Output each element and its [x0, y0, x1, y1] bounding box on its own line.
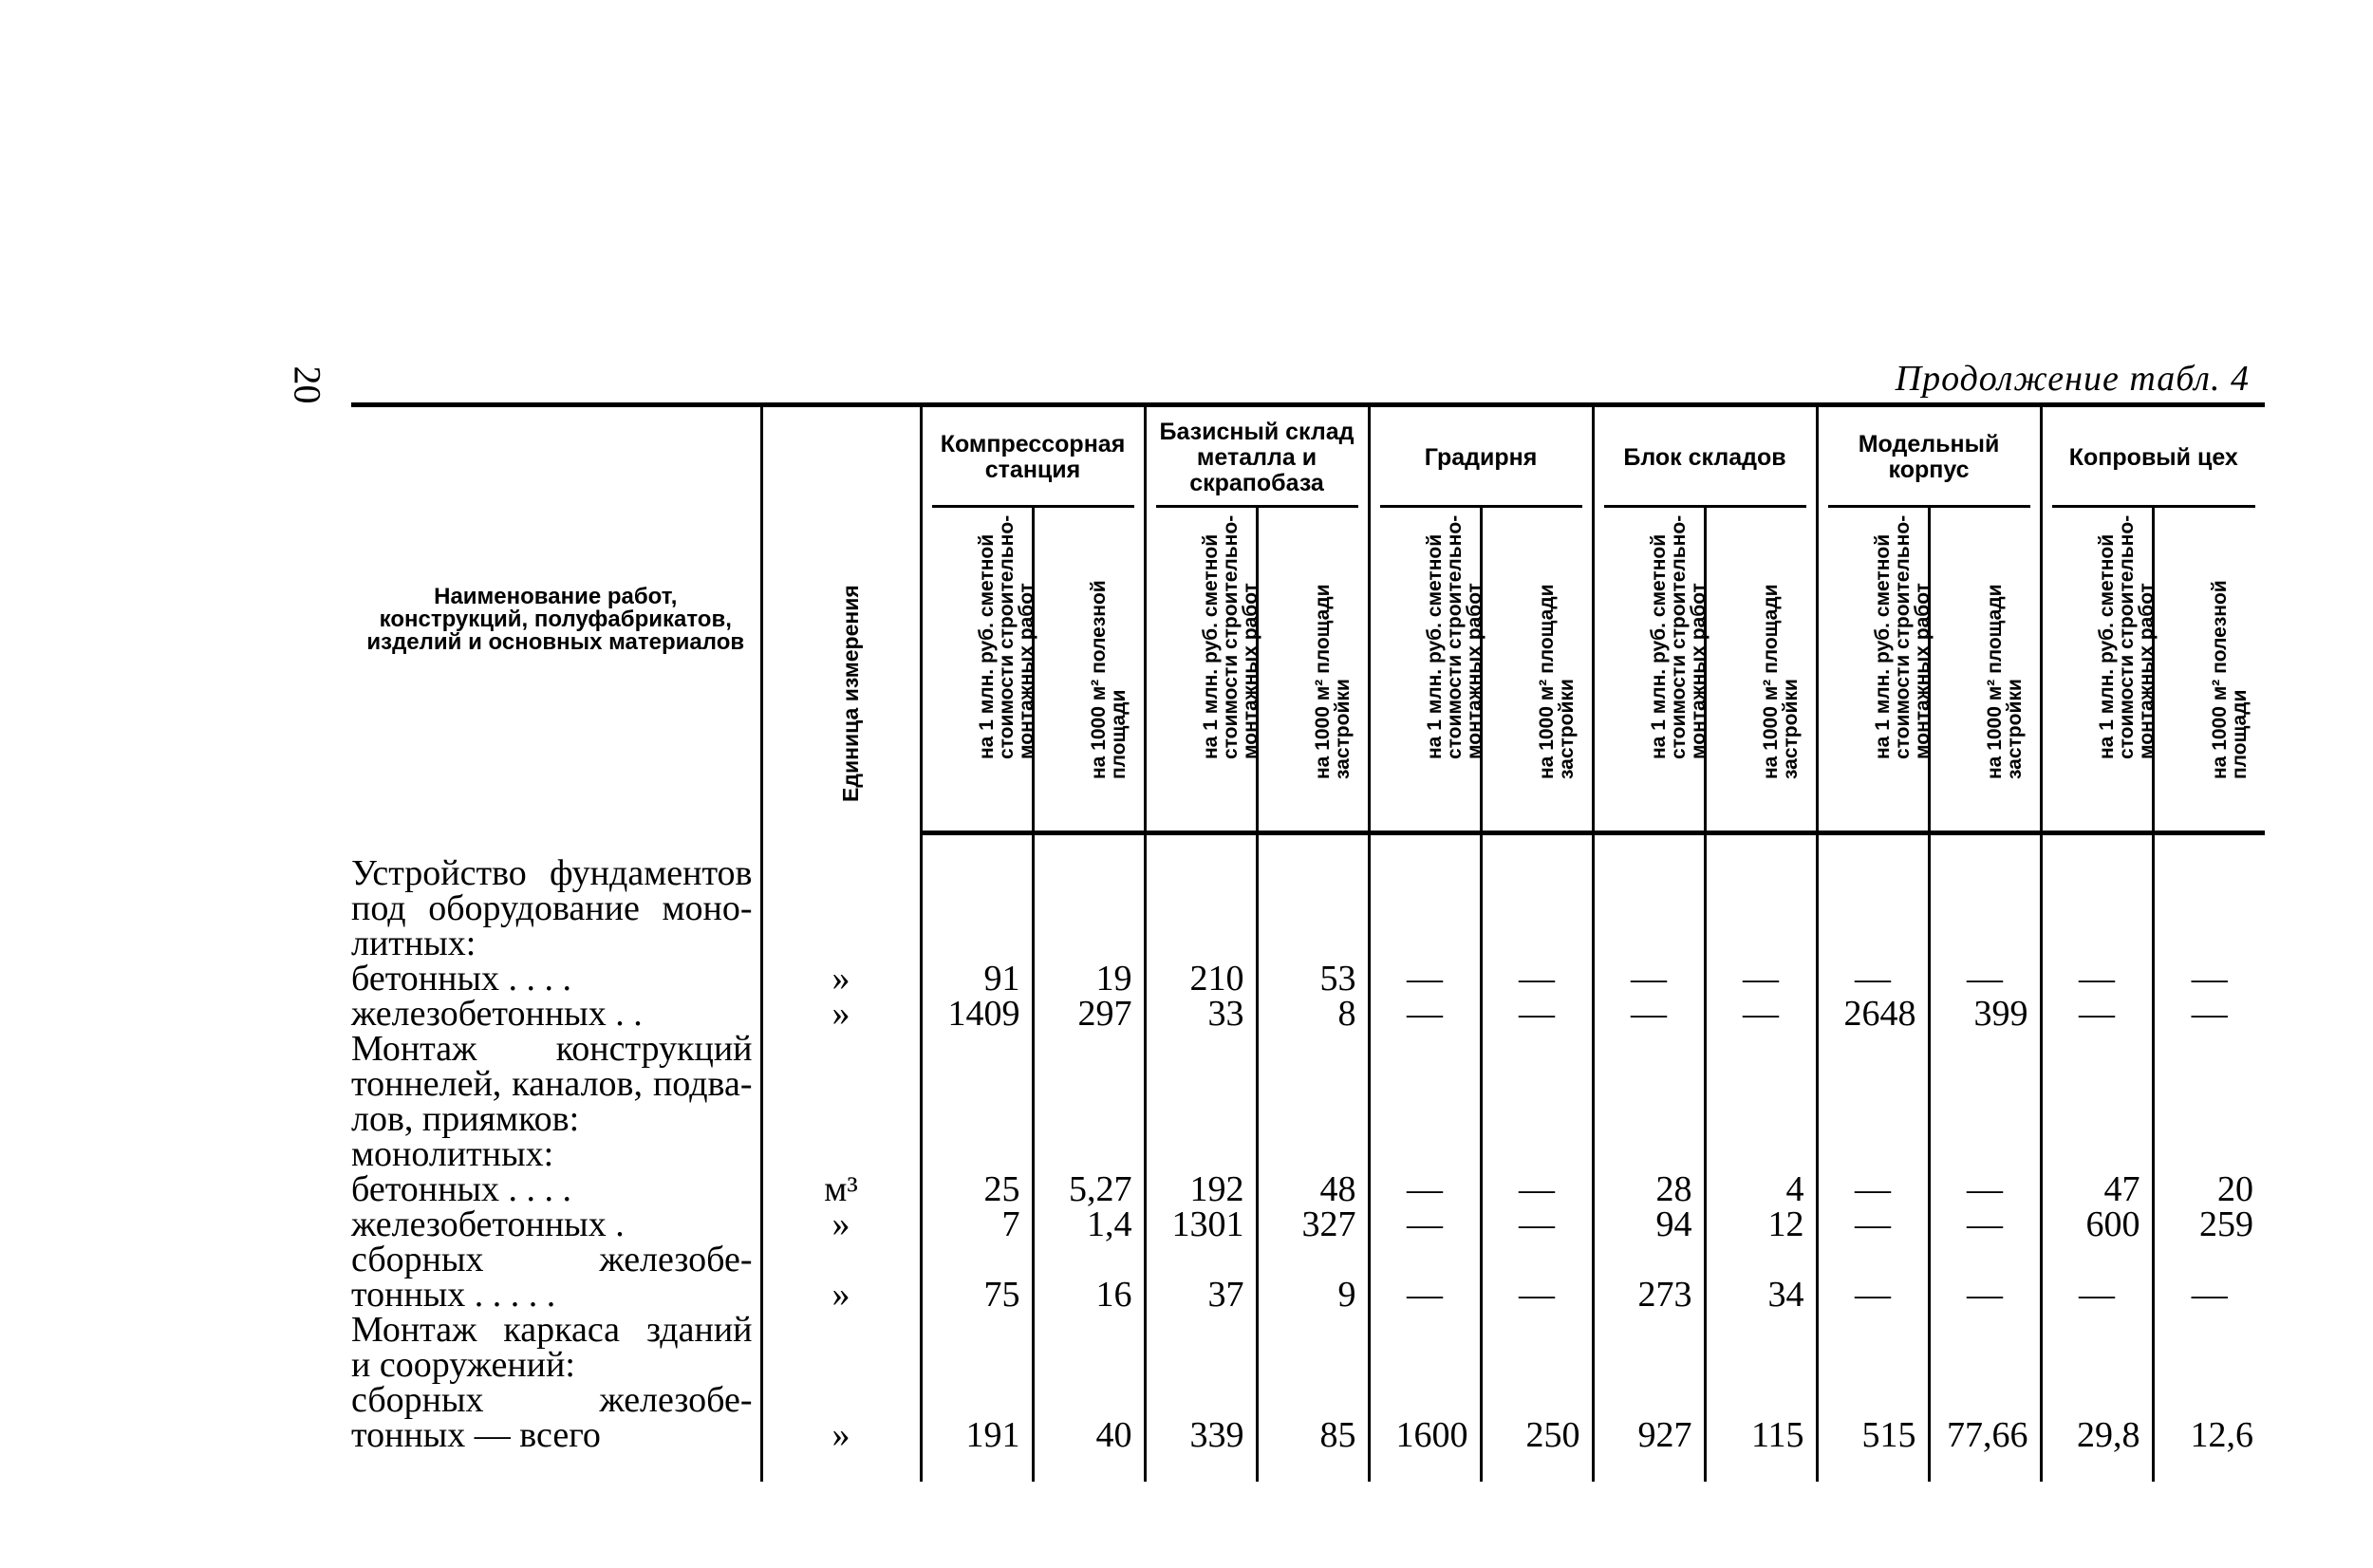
subheader-3-per-million: на 1 млн. руб. сметной стоимости строительно-монтажных работ: [1593, 508, 1705, 833]
data-table: [351, 402, 2265, 1482]
value-cell: [1145, 1313, 1257, 1383]
row-name-line: монолитных:: [351, 1134, 554, 1174]
group-header-1: Базисный склад металла и скрапобаза: [1145, 405, 1369, 509]
group-header-5: Копровый цех: [2041, 405, 2265, 509]
value-cell: 25: [921, 1172, 1033, 1207]
value-cell: [2153, 1313, 2265, 1383]
value-cell: 8: [1257, 997, 1369, 1032]
row-name: [351, 1242, 761, 1313]
value-cell: —: [2153, 1242, 2265, 1313]
value-cell: 91: [921, 961, 1033, 997]
value-cell: —: [1593, 961, 1705, 997]
table-body: [351, 833, 2265, 1483]
row-name: [351, 1380, 761, 1455]
value-cell: 28: [1593, 1172, 1705, 1207]
row-unit: »: [761, 997, 921, 1032]
value-cell: [1593, 1313, 1705, 1383]
value-cell: 19: [1033, 961, 1145, 997]
value-cell: —: [1481, 1207, 1593, 1242]
value-cell: —: [2041, 961, 2153, 997]
value-cell: 191: [921, 1383, 1033, 1453]
value-cell: —: [1929, 1242, 2041, 1313]
value-cell: 7: [921, 1207, 1033, 1242]
value-cell: —: [1705, 997, 1817, 1032]
group-header-0: Компрессорная станция: [921, 405, 1145, 509]
subheader-1-per-million: на 1 млн. руб. сметной стоимости строительно-монтажных работ: [1145, 508, 1257, 833]
value-cell: 40: [1033, 1383, 1145, 1453]
value-cell: [1369, 1032, 1481, 1137]
subheader-5-per-area: на 1000 м² полезной площади: [2153, 508, 2265, 833]
value-cell: 1409: [921, 997, 1033, 1032]
value-cell: —: [1929, 961, 2041, 997]
row-name-line: под оборудование моно-: [351, 888, 753, 928]
row-name: [351, 853, 761, 963]
group-header-3: Блок складов: [1593, 405, 1817, 509]
continuation-label: Продолжение табл. 4: [1895, 359, 2250, 399]
value-cell: [1257, 1313, 1369, 1383]
value-cell: [2041, 1313, 2153, 1383]
value-cell: [1033, 1313, 1145, 1383]
row-name-line: литных:: [351, 924, 476, 963]
value-cell: [1481, 856, 1593, 961]
value-cell: [1705, 1032, 1817, 1137]
row-name-line: железобетонных . .: [351, 994, 643, 1034]
group-header-2: Градирня: [1369, 405, 1593, 509]
value-cell: 210: [1145, 961, 1257, 997]
value-cell: —: [1481, 1242, 1593, 1313]
table-row: [351, 961, 2265, 997]
value-cell: [2153, 856, 2265, 961]
value-cell: 20: [2153, 1172, 2265, 1207]
row-name: [351, 1310, 761, 1385]
row-name-line: Монтаж конструкций: [351, 1029, 753, 1069]
value-cell: 34: [1705, 1242, 1817, 1313]
value-cell: [1369, 1137, 1481, 1172]
row-unit: »: [761, 961, 921, 997]
value-cell: [921, 1137, 1033, 1172]
value-cell: [1257, 1137, 1369, 1172]
row-name-line: бетонных . . . .: [351, 959, 572, 999]
table-row: [351, 1137, 2265, 1172]
subheader-0-per-area: на 1000 м² полезной площади: [1033, 508, 1145, 833]
value-cell: [1929, 856, 2041, 961]
subheader-4-per-million: на 1 млн. руб. сметной стоимости строительно-монтажных работ: [1817, 508, 1929, 833]
value-cell: 4: [1705, 1172, 1817, 1207]
value-cell: [1145, 1137, 1257, 1172]
table-row: [351, 1207, 2265, 1242]
value-cell: [1817, 1032, 1929, 1137]
value-cell: 85: [1257, 1383, 1369, 1453]
value-cell: [2153, 1137, 2265, 1172]
value-cell: 37: [1145, 1242, 1257, 1313]
value-cell: 192: [1145, 1172, 1257, 1207]
row-unit: »: [761, 1207, 921, 1242]
value-cell: —: [1817, 1207, 1929, 1242]
value-cell: [1593, 1032, 1705, 1137]
subheader-5-per-million: на 1 млн. руб. сметной стоимости строительно-монтажных работ: [2041, 508, 2153, 833]
value-cell: 259: [2153, 1207, 2265, 1242]
subheader-3-per-area: на 1000 м² площади застройки: [1705, 508, 1817, 833]
value-cell: —: [2153, 961, 2265, 997]
value-cell: 33: [1145, 997, 1257, 1032]
value-cell: [1817, 856, 1929, 961]
header-name-column: Наименование работ, конструкций, полуфабрикатов, изделий и основных материалов: [351, 405, 761, 833]
value-cell: 927: [1593, 1383, 1705, 1453]
value-cell: —: [1481, 1172, 1593, 1207]
row-unit: [761, 1032, 921, 1137]
value-cell: 29,8: [2041, 1383, 2153, 1453]
row-unit: м³: [761, 1172, 921, 1207]
value-cell: 47: [2041, 1172, 2153, 1207]
value-cell: 1301: [1145, 1207, 1257, 1242]
value-cell: 399: [1929, 997, 2041, 1032]
value-cell: —: [1929, 1207, 2041, 1242]
value-cell: 273: [1593, 1242, 1705, 1313]
row-name: [351, 961, 761, 997]
row-unit: [761, 1313, 921, 1383]
value-cell: —: [1929, 1172, 2041, 1207]
value-cell: 75: [921, 1242, 1033, 1313]
subheader-2-per-million: на 1 млн. руб. сметной стоимости строительно-монтажных работ: [1369, 508, 1481, 833]
value-cell: [1145, 1032, 1257, 1137]
value-cell: —: [2041, 1242, 2153, 1313]
value-cell: 297: [1033, 997, 1145, 1032]
value-cell: —: [1481, 997, 1593, 1032]
value-cell: 515: [1817, 1383, 1929, 1453]
header-unit-label: Единица измерения: [838, 584, 863, 802]
value-cell: 1600: [1369, 1383, 1481, 1453]
value-cell: [1369, 1313, 1481, 1383]
value-cell: 2648: [1817, 997, 1929, 1032]
value-cell: —: [1705, 961, 1817, 997]
value-cell: 53: [1257, 961, 1369, 997]
row-unit: [761, 856, 921, 961]
value-cell: —: [1817, 1242, 1929, 1313]
value-cell: 5,27: [1033, 1172, 1145, 1207]
value-cell: —: [1817, 961, 1929, 997]
table-row: [351, 1032, 2265, 1137]
row-name: [351, 994, 761, 1034]
value-cell: —: [1817, 1172, 1929, 1207]
row-name-line: железобетонных .: [351, 1204, 625, 1244]
value-cell: [1257, 1032, 1369, 1137]
row-unit: »: [761, 1242, 921, 1313]
value-cell: [1481, 1032, 1593, 1137]
row-name-line: сборных железобе-: [351, 1240, 753, 1279]
value-cell: 94: [1593, 1207, 1705, 1242]
subheader-1-per-area: на 1000 м² площади застройки: [1257, 508, 1369, 833]
row-name-line: Устройство фундаментов: [351, 853, 753, 893]
value-cell: [1705, 1137, 1817, 1172]
table-row: [351, 1383, 2265, 1453]
row-name: [351, 1029, 761, 1139]
value-cell: [1705, 1313, 1817, 1383]
value-cell: [921, 1313, 1033, 1383]
value-cell: [1593, 1137, 1705, 1172]
value-cell: [1929, 1313, 2041, 1383]
value-cell: [1033, 1032, 1145, 1137]
value-cell: [2041, 856, 2153, 961]
value-cell: 12,6: [2153, 1383, 2265, 1453]
value-cell: 115: [1705, 1383, 1817, 1453]
value-cell: [1817, 1137, 1929, 1172]
row-name-line: сборных железобе-: [351, 1380, 753, 1420]
value-cell: [1369, 856, 1481, 961]
value-cell: [2041, 1137, 2153, 1172]
value-cell: 12: [1705, 1207, 1817, 1242]
value-cell: [1593, 856, 1705, 961]
group-header-4: Модельный корпус: [1817, 405, 2041, 509]
table-row: [351, 1172, 2265, 1207]
row-name: [351, 1134, 761, 1174]
subheader-4-per-area: на 1000 м² площади застройки: [1929, 508, 2041, 833]
row-name-line: Монтаж каркаса зданий: [351, 1310, 753, 1350]
value-cell: [1929, 1137, 2041, 1172]
row-name-line: тонных — всего: [351, 1415, 601, 1455]
value-cell: 77,66: [1929, 1383, 2041, 1453]
value-cell: [1929, 1032, 2041, 1137]
subheader-0-per-million: на 1 млн. руб. сметной стоимости строительно-монтажных работ: [921, 508, 1033, 833]
table-row: [351, 1313, 2265, 1383]
row-unit: »: [761, 1383, 921, 1453]
value-cell: [1481, 1137, 1593, 1172]
value-cell: 9: [1257, 1242, 1369, 1313]
header-unit-column: [761, 405, 921, 833]
value-cell: [1033, 1137, 1145, 1172]
value-cell: 600: [2041, 1207, 2153, 1242]
value-cell: 327: [1257, 1207, 1369, 1242]
row-name-line: и сооружений:: [351, 1345, 575, 1385]
value-cell: [2153, 1032, 2265, 1137]
table-row: [351, 997, 2265, 1032]
row-unit: [761, 1137, 921, 1172]
page-number: 20: [286, 365, 329, 404]
row-name: [351, 1169, 761, 1209]
row-name-line: тонных . . . . .: [351, 1275, 556, 1315]
value-cell: 1,4: [1033, 1207, 1145, 1242]
value-cell: —: [1369, 961, 1481, 997]
value-cell: [1145, 856, 1257, 961]
value-cell: —: [1481, 961, 1593, 997]
value-cell: —: [1369, 1207, 1481, 1242]
value-cell: [2041, 1032, 2153, 1137]
table-row: [351, 856, 2265, 961]
value-cell: 339: [1145, 1383, 1257, 1453]
value-cell: —: [1369, 997, 1481, 1032]
row-name-line: лов, приямков:: [351, 1099, 580, 1139]
value-cell: —: [1369, 1242, 1481, 1313]
value-cell: 48: [1257, 1172, 1369, 1207]
value-cell: [1257, 856, 1369, 961]
row-name-line: тоннелей, каналов, подва-: [351, 1064, 753, 1104]
value-cell: [921, 1032, 1033, 1137]
value-cell: —: [2153, 997, 2265, 1032]
value-cell: —: [1369, 1172, 1481, 1207]
value-cell: [921, 856, 1033, 961]
value-cell: [1481, 1313, 1593, 1383]
row-name: [351, 1204, 761, 1244]
subheader-2-per-area: на 1000 м² площади застройки: [1481, 508, 1593, 833]
row-name-line: бетонных . . . .: [351, 1169, 572, 1209]
value-cell: 16: [1033, 1242, 1145, 1313]
value-cell: [1817, 1313, 1929, 1383]
value-cell: [1033, 856, 1145, 961]
table-row: [351, 1242, 2265, 1313]
value-cell: —: [2041, 997, 2153, 1032]
value-cell: [1705, 856, 1817, 961]
value-cell: 250: [1481, 1383, 1593, 1453]
value-cell: —: [1593, 997, 1705, 1032]
